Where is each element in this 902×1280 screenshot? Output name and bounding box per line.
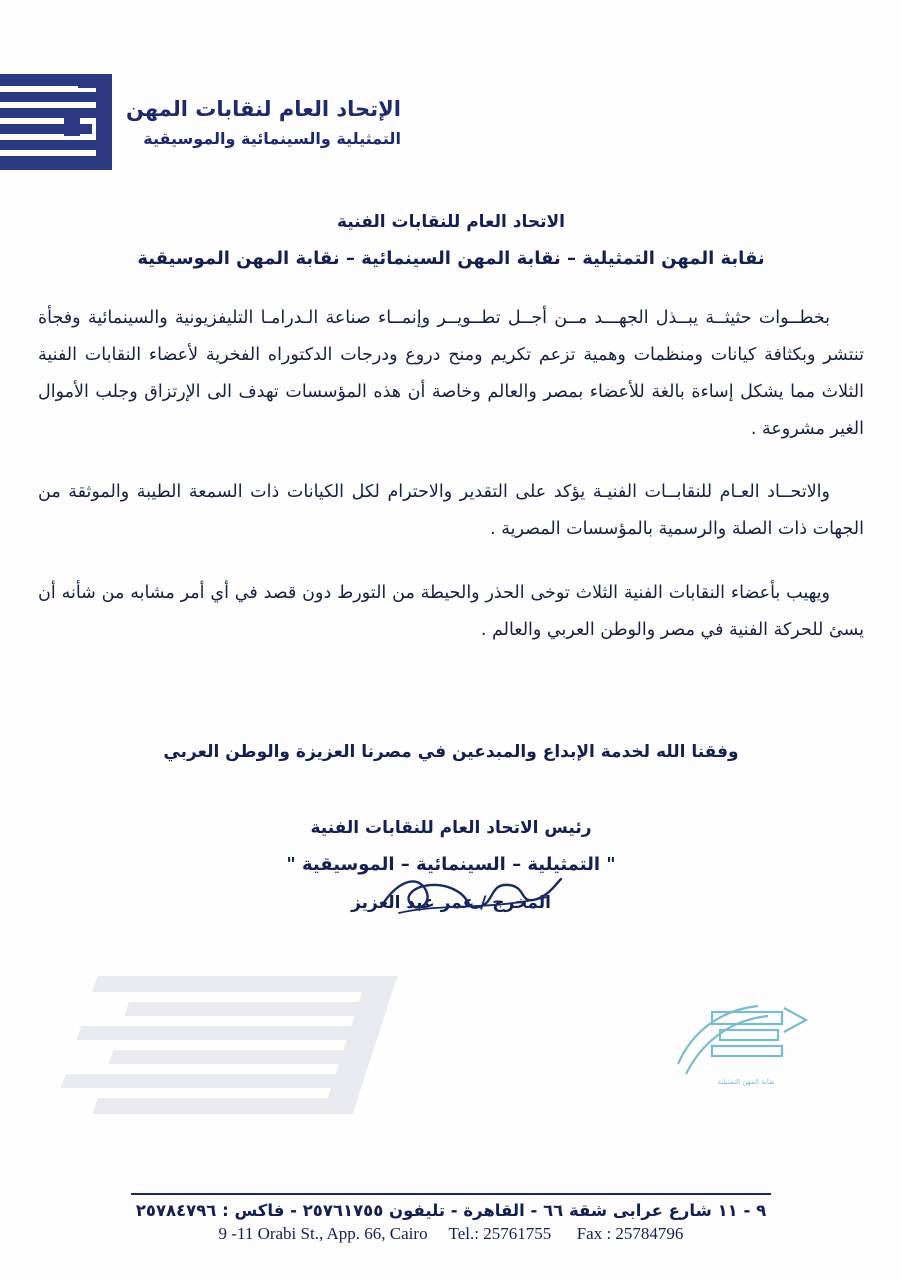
body-paragraph-3: ويهيب بأعضاء النقابات الفنية الثلاث توخى الحذر والحيطة من التورط دون قصد في أي أمر مشابه من شأنه أن يسئ للحركة الفنية في مصر والوطن العربي والعالم . xyxy=(38,582,864,640)
footer-divider xyxy=(131,1193,771,1195)
signatory-departments: " التمثيلية – السينمائية – الموسيقية " xyxy=(286,854,616,875)
body-paragraph-2: والاتحــاد العـام للنقابــات الفنيـة يؤكد على التقدير والاحترام لكل الكيانات ذات السمعة الطيبة والموثقة من الجهات ذات الصلة والرسمية بالمؤسسات المصرية . xyxy=(38,482,864,540)
page-title: الاتحاد العام للنقابات الفنية xyxy=(337,212,565,232)
signatory-name-wrap xyxy=(351,893,551,913)
footer xyxy=(0,1193,902,1244)
page-subtitle: نقابة المهن التمثيلية – نقابة المهن السينمائية – نقابة المهن الموسيقية xyxy=(137,248,765,269)
union-logo-icon xyxy=(0,74,112,170)
footer-address-english: 9 -11 Orabi St., App. 66, Cairo Tel.: 25761755 Fax : 25784796 xyxy=(218,1224,684,1243)
body-paragraph-1: بخطــوات حثيثــة يبــذل الجهـــد مــن أجــل تطــويــر وإنمــاء صناعة الـدرامـا التليفزيونية والسينمائية وفجأة تنتشر وبكثافة كيانات ومنظمات وهمية تزعم تكريم ومنح دروع ودرجات الدكتوراه الفخرية لأعضاء النقابات الفنية الثلاث مما يشكل إساءة بالغة للأعضاء بمصر والعالم وخاصة أن هذه المؤسسات تهدف الى الإرتزاق وجلب الأموال الغير مشروعة . xyxy=(38,308,864,440)
letterhead xyxy=(0,74,852,170)
organization-names xyxy=(126,94,401,151)
org-name-main: الإتحاد العام لنقابات المهن xyxy=(126,96,401,121)
signatory-role: رئيس الاتحاد العام للنقابات الفنية xyxy=(310,818,592,838)
footer-address-arabic: ٩ - ١١ شارع عرابى شقة ٦٦ - القاهرة - تليفون ٢٥٧٦١٧٥٥ - فاكس : ٢٥٧٨٤٧٩٦ xyxy=(135,1201,767,1220)
title-block xyxy=(40,212,862,269)
closing-line: وفقنا الله لخدمة الإبداع والمبدعين في مصرنا العزيزة والوطن العربي xyxy=(163,742,739,762)
document-body xyxy=(38,300,864,649)
watermark-logo-icon xyxy=(40,968,600,1148)
official-stamp-icon xyxy=(672,990,822,1100)
signature-block xyxy=(0,818,902,913)
svg-text:نقابة المهن التمثيلية: نقابة المهن التمثيلية xyxy=(717,1078,775,1086)
signatory-name: المخرج / عمر عبد العزيز xyxy=(351,893,551,913)
org-name-sub: التمثيلية والسينمائية والموسيقية xyxy=(143,129,401,149)
